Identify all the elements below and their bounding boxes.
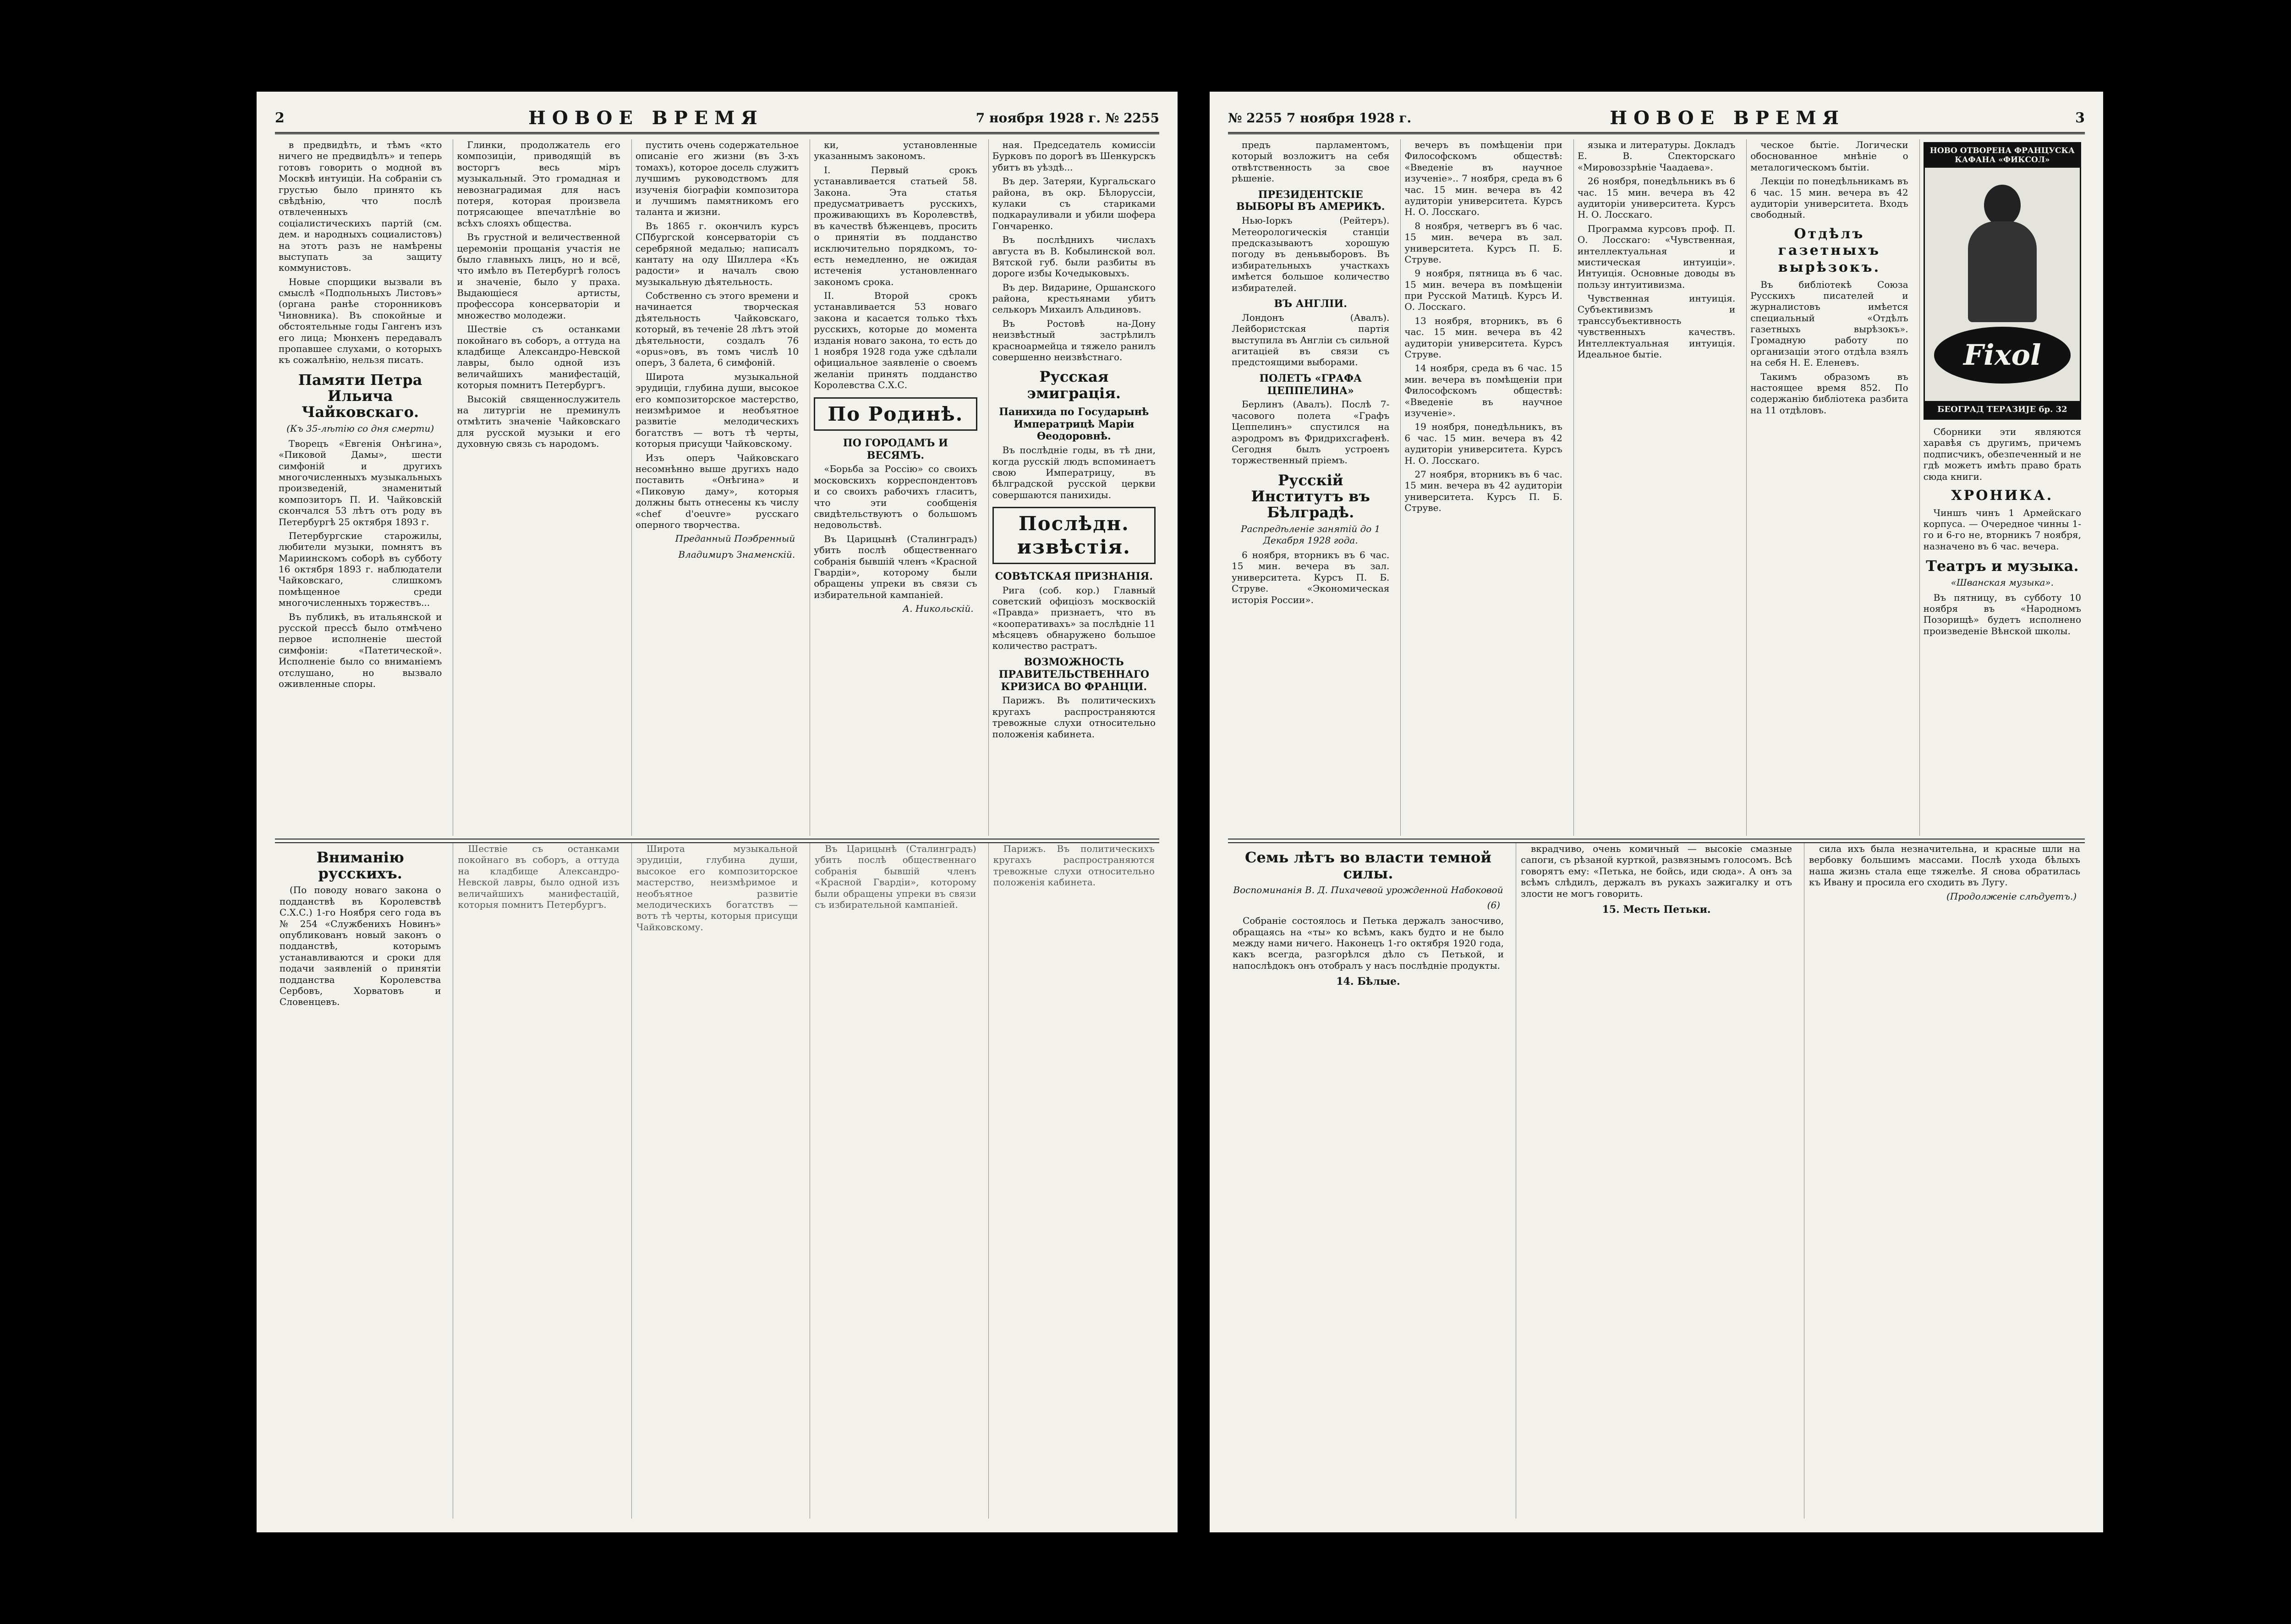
section-heading-chronicle: ХРОНИКА. — [1951, 487, 2054, 504]
column-4 — [1746, 139, 1912, 836]
article-text: ческое бытіе. Логически обоснованное мнѣніе о металогическомъ бытіи. — [1750, 139, 1908, 173]
byline: Владимиръ Знаменскій. — [678, 549, 795, 560]
article-headline: ВЪ АНГЛІИ. — [1274, 297, 1347, 310]
figure-head — [1984, 185, 2021, 226]
column-1 — [1228, 139, 1393, 836]
article-text: Высокій священнослужитель на литургіи не преминулъ отмѣтить значеніе Чайковскаго для русской музыки и его духовную связь съ народомъ. — [457, 393, 620, 450]
section-subheading: СОВѢТСКАЯ ПРИЗНАНІЯ. — [995, 570, 1153, 582]
column-2 — [1400, 139, 1566, 836]
column-5 — [1919, 139, 2085, 836]
feuilleton-subtitle: Воспоминанія В. Д. Пихачевой урожденной Набоковой — [1233, 884, 1503, 896]
lower-column — [631, 843, 802, 1519]
section-subheading: ПО ГОРОДАМЪ И ВЕСЯМЪ. — [843, 437, 948, 461]
article-text: Рига (соб. кор.) Главный советский офиціозъ москвоскій «Правда» признаетъ, что въ «кооперативахъ» за послѣдніе 11 мѣсяцевъ обнаружено большое количество растратъ. — [992, 584, 1156, 652]
feuilleton-text: Собраніе состоялось и Петька держалъ заносчиво, обращаясь на «ты» ко всѣмъ, какъ будто и не было между нами ничего. Наконецъ 1-го октября 1920 года, какъ всегда, разгорѣлся дѣло съ Петькой, и напослѣдокъ онъ отобралъ у насъ послѣдніе продукты. — [1233, 915, 1504, 971]
article-subheadline: «Шванская музыка». — [1951, 577, 2054, 588]
page-header — [1228, 104, 2085, 134]
article-text: Въ дер. Затеряи, Кургальскаго района, въ окр. Бѣлоруссіи, кулаки съ стариками подкарауливали и убили шофера Гончаренко. — [992, 176, 1156, 231]
figure-body — [1968, 221, 2037, 322]
article-text: Въ грустной и величественной церемоніи прощанія участія не было главныхъ лицъ, но и всё, что имѣло въ Петербургѣ голосъ и значеніе, было у праха. Выдающіеся артисты, профессора консерваторіи и множество молодежи. — [457, 231, 620, 321]
article-text: Шествіе съ останками покойнаго въ соборъ, а оттуда на кладбище Александро-Невской лавры, было одной изъ величайшихъ манифестацій, которыя помнитъ Петербургъ. — [458, 843, 619, 910]
article-text: Изъ оперъ Чайковскаго несомнѣнно выше другихъ надо поставить «Онѣгина» и «Пиковую даму», которыя должны быть отнесены къ числу «chef d'oeuvre» русскаго оперного творчества. — [635, 452, 799, 530]
section-heading-latest-news: Послѣдн. извѣстія. — [992, 507, 1156, 564]
article-text: Лекціи по понедѣльникамъ въ 6 час. 15 мин. вечера въ 42 аудиторіи университета. Входъ свободный. — [1750, 176, 1908, 220]
article-text: Въ Царицынѣ (Сталинградъ) убить послѣ общественнаго собранія бывшій членъ «Красной Гвардіи», которому были обращены упреки въ связи съ избирательной кампаніей. — [814, 533, 977, 600]
article-subheadline: Панихида по Государынѣ Императрицѣ Маріи Ѳеодоровнѣ. — [999, 406, 1149, 443]
article-text: Въ библіотекѣ Союза Русскихъ писателей и журналистовъ имѣется специальный «Отдѣлъ газетныхъ вырѣзокъ». Громадную работу по организаціи этого отдѣла взялъ на себя Н. Е. Еленевъ. — [1750, 279, 1908, 368]
chapter-heading: 14. Бѣлые. — [1336, 976, 1400, 988]
article-text: I. Первый срокъ устанавливается статьей 58. Закона. Эта статья предусматриваетъ русскихъ, проживающихъ въ Королевствѣ, въ качествѣ бѣженцевъ, просить о принятіи въ подданство исключительно порядкомъ, то-есть немедленно, не ожидая истеченія установленнаго закономъ срока. — [814, 164, 977, 287]
article-text: предъ парламентомъ, который возложитъ на себя отвѣтственность за свое рѣшеніе. — [1232, 139, 1390, 184]
masthead: НОВОЕ ВРЕМЯ — [1610, 107, 1845, 129]
article-text: Чувственная интуиція. Субъективизмъ и транссубъективность чувственныхъ качествъ. Интеллектуальная интуиція. Идеальное бытіе. — [1577, 293, 1736, 360]
lower-column — [988, 843, 1159, 1519]
page-header — [275, 104, 1159, 134]
article-text: Лондонъ (Авалъ). Лейбористская партія выступила въ Англіи съ сильной агитаціей въ связи съ предстоящими выборами. — [1232, 312, 1390, 368]
schedule-entry: 27 ноября, вторникъ въ 6 час. 15 мин. вечера въ 42 аудиторіи университета. Курсъ П. Б. Струве. — [1404, 468, 1562, 514]
article-text: Глинки, продолжатель его композиціи, приводящій въ восторгъ весь мiръ музыкальный. Это громадная и невознаградимая для насъ потеря, которая произвела потрясающее впечатлѣніе во всѣхъ слояхъ общества. — [457, 139, 620, 229]
schedule-entry: 19 ноября, понедѣльникъ, въ 6 час. 15 мин. вечера въ 42 аудиторіи университета. Курсъ Н. О. Лосскаго. — [1404, 421, 1562, 466]
column-4 — [810, 139, 981, 836]
article-headline: Вниманію русскихъ. — [316, 849, 404, 883]
article-text: Въ пятницу, въ субботу 10 ноября въ «Народномъ Позорищѣ» будетъ исполнено произведеніе Вѣнской школы. — [1923, 592, 2082, 636]
newspaper-page-right — [1210, 92, 2103, 1532]
section-divider — [1228, 839, 2085, 843]
article-headline: ПРЕЗИДЕНТСКІЕ ВЫБОРЫ ВЪ АМЕРИКѢ. — [1236, 188, 1385, 213]
continuation-note: (Продолженіе слѣдуетъ.) — [1946, 890, 2077, 902]
section-divider — [275, 839, 1159, 843]
lower-column — [810, 843, 981, 1519]
article-text: Въ послѣдніе годы, въ тѣ дни, когда русскій людъ вспоминаетъ свою Императрицу, въ бѣлградской русской церкви совершаются панихиды. — [992, 444, 1156, 500]
chapter-heading: 15. Месть Петьки. — [1602, 903, 1711, 916]
ad-headline: НОВО ОТВОРЕНА ФРАНЦУСКА КАФАНА «ФИКСОЛ» — [1925, 143, 2080, 168]
byline: А. Никольскій. — [903, 603, 974, 614]
feuilleton — [1228, 843, 2085, 1519]
page-number: 2 — [275, 110, 285, 126]
article-headline: Русская эмиграція. — [1027, 368, 1121, 402]
masthead: НОВОЕ ВРЕМЯ — [528, 107, 764, 129]
issue-date: № 2255 7 ноября 1928 г. — [1228, 110, 1412, 126]
section-heading-rodina: По Родинѣ. — [814, 397, 977, 431]
article-headline: Русскій Институтъ въ Бѣлградѣ. — [1251, 471, 1370, 521]
article-text: Въ 1865 г. окончилъ курсъ СПбургской консерваторіи съ серебряной медалью; написалъ кантату на оду Шиллера «Къ радости» и началъ свою музыкальную дѣятельность. — [635, 220, 799, 287]
article-text: (По поводу новаго закона о подданствѣ въ Королевствѣ С.Х.С.) 1-го Ноября сего года въ № 254 «Службенихъ Новинъ» опубликованъ новый законъ о подданствѣ, которымъ устанавливаются и сроки для подачи заявленій о принятіи подданства Королевства Сербовъ, Хорватовъ и Словенцевъ. — [280, 884, 441, 1008]
issue-date: 7 ноября 1928 г. № 2255 — [976, 110, 1159, 126]
byline: Преданный Поэбренный — [675, 533, 795, 544]
ad-address: БЕОГРАД ТЕРАЗИЈЕ бр. 32 — [1925, 401, 2080, 418]
article-headline: Памяти Петра Ильича Чайковскаго. — [298, 371, 422, 421]
feuilleton-part: (6) — [1487, 899, 1500, 911]
column-3 — [631, 139, 802, 836]
article-text: II. Второй срокъ устанавливается 53 новаго закона и касается только тѣхъ русскихъ, которые до момента изданія новаго закона, то есть до 1 ноября 1928 года уже сдѣлали официальное заявленіе о своемъ желаніи принять подданство Королевства С.Х.С. — [814, 290, 977, 391]
schedule-entry: 8 ноября, четвергъ въ 6 час. 15 мин. вечера въ зал. университета. Курсъ П. Б. Струве. — [1404, 220, 1562, 265]
waiter-figure-icon — [1959, 185, 2046, 322]
article-text: Широта музыкальной эрудиціи, глубина души, высокое его композиторское мастерство, неизмѣримое и необъятное развитіе мелодическихъ богатствъ — вотъ тѣ черты, которыя присущи Чайковскому. — [635, 371, 799, 450]
article-text: 6 ноября, вторникъ въ 6 час. 15 мин. вечера въ зал. университета. Курсъ П. Б. Струве. «Экономическая исторія России». — [1232, 549, 1390, 605]
newspaper-page-left — [257, 92, 1178, 1532]
column-3 — [1573, 139, 1739, 836]
article-text: ная. Председатель комиссіи Бурковъ по дорогѣ въ Шенкурскъ убитъ въ уѣздѣ... — [992, 139, 1156, 173]
article-text: Сборники эти являются харавѣя съ другимъ, причемъ подписчикъ, обезпеченный и не гдѣ можетъ имѣть право брать сюда книги. — [1923, 426, 2082, 482]
article-text: Творецъ «Евгенія Онѣгина», «Пиковой Дамы», шести симфоній и другихъ многочисленныхъ музыкальныхъ произведеній, знаменитый композиторъ П. И. Чайковскій скончался 53 лѣтъ отъ роду въ Петербургѣ 25 октября 1893 г. — [279, 438, 442, 527]
article-text: Программа курсовъ проф. П. О. Лосскаго: «Чувственная, интеллектуальная и мистическая интуиціи». Интуиція. Основные доводы въ пользу интуитивизма. — [1577, 223, 1736, 290]
schedule-entry: 13 ноября, вторникъ, въ 6 час. 15 мин. вечера въ 42 аудиторіи университета. Курсъ Струве. — [1404, 315, 1562, 360]
article-text: Берлинъ (Авалъ). Послѣ 7-часового полета «Графъ Цеппелинъ» спустился на аэродромъ въ Фридрихсгафенѣ. Сегодня былъ устроенъ торжественный пріемъ. — [1232, 399, 1390, 466]
column-5 — [988, 139, 1159, 836]
column-1 — [275, 139, 445, 836]
article-text: Широта музыкальной эрудиціи, глубина души, высокое его композиторское мастерство, неизмѣримое и необъятное развитіе мелодическихъ богатствъ — вотъ тѣ черты, которыя присущи Чайковскому. — [636, 843, 798, 933]
article-text: Парижъ. Въ политическихъ кругахъ распространяются тревожные слухи относительно положенія кабинета. — [993, 843, 1155, 888]
section-subheading: ВОЗМОЖНОСТЬ ПРАВИТЕЛЬСТВЕННАГО КРИЗИСА ВО ФРАНЦІИ. — [998, 656, 1150, 693]
article-text: Шествіе съ останками покойнаго въ соборъ, а оттуда на кладбище Александро-Невской лавры, было одной изъ величайшихъ манифестацій, которыя помнитъ Петербургъ. — [457, 324, 620, 391]
feuilleton-text: сила ихъ была незначительна, и красные шли на вербовку большимъ массами. Послѣ ухода бѣлыхъ наша жизнь стала еще тяжелѣе. Я снова обратилась къ Ивану и просила его сходить въ Лугу. — [1809, 843, 2080, 888]
article-text: Петербургские старожилы, любители музыки, помнятъ въ Мариинскомъ соборѣ въ субботу 16 октября 1893 г. наблюдатели Чайковскаго, слишкомъ помѣщенное среди многочисленныхъ торжествъ... — [279, 530, 442, 609]
feuilleton-column-1 — [1228, 843, 1508, 1519]
feuilleton-column-2 — [1516, 843, 1797, 1519]
section-heading-theatre: Театръ и музыка. — [1926, 557, 2079, 575]
article-text: Въ дер. Видарине, Оршанского района, крестьянами убитъ селькоръ Михаилъ Альдиновъ. — [992, 281, 1156, 315]
schedule-entry: 26 ноября, понедѣльникъ въ 6 час. 15 мин. вечера въ 42 аудиторіи университета. Курсъ Н. О. Лосскаго. — [1577, 176, 1736, 220]
schedule-entry: языка и литературы. Докладъ Е. В. Спекторскаго «Мировоззрѣніе Чаадаева». — [1577, 139, 1736, 173]
column-2 — [453, 139, 624, 836]
article-headline: ПОЛЕТЪ «ГРАФА ЦЕППЕЛИНА» — [1259, 372, 1362, 397]
article-subheadline: (Къ 35-лѣтію со дня смерти) — [286, 423, 434, 434]
fixol-advertisement — [1924, 142, 2081, 420]
article-headline: Отдѣлъ газетныхъ вырѣзокъ. — [1778, 225, 1881, 275]
article-text: «Борьба за Россію» со своихъ московскихъ корреспондентовъ и со своихъ рабочихъ гласитъ, что эти сообщенія свидѣтельствуютъ о большомъ недовольствѣ. — [814, 463, 977, 531]
news-columns — [1228, 139, 2085, 836]
news-columns — [275, 139, 1159, 836]
article-text: Новые спорщики вызвали въ смыслѣ «Подпольныхъ Листовъ» (органа ранѣе сторонниковъ Чиновника). Въ спокойные и обстоятельные годы Гангенъ изъ его лица; Мюнхенъ передавалъ пропавшее слухами, о которыхъ къ сожалѣнію, нельзя писать. — [279, 276, 442, 366]
article-text: Въ публикѣ, въ итальянской и русской прессѣ было отмѣчено первое исполненіе шестой симфоніи: «Патетической». Исполненіе было со вниманіемъ отслушано, но вызвало оживленные споры. — [279, 611, 442, 689]
schedule-entry: вечеръ въ помѣщеніи при Философскомъ обществѣ: «Введеніе въ научное изученіе».. 7 ноября, среда въ 6 час. 15 мин. вечера въ 42 аудиторіи университета. Курсъ Н. О. Лосскаго. — [1404, 139, 1562, 218]
article-text: в предвидѣть, и тѣмъ «кто ничего не предвидѣлъ» и теперь готовъ говорить о модной въ Москвѣ интуиціи. На собраніи съ грустью было принято къ свѣдѣнію, что послѣ отвлеченныхъ соціалистическихъ партій (см. дем. и народныхъ социалистовъ) на этотъ разъ не намѣрены выступать за защиту коммунистовъ. — [279, 139, 442, 274]
page-number: 3 — [2075, 110, 2085, 126]
lower-column — [275, 843, 445, 1519]
article-text: Нью-Іоркъ (Рейтеръ). Метеорологическія станціи предсказываютъ хорошую погоду въ деньвыборовъ. Въ избирательныхъ участкахъ имѣется большое количество избирателей. — [1232, 215, 1390, 293]
article-text: пустить очень содержательное описаніе его жизни (въ 3-хъ томахъ), которое досель служитъ лучшимъ руководствомъ для изученія біографіи композитора и лучшимъ памятникомъ его таланта и жизни. — [635, 139, 799, 218]
article-text: Чиншъ чинъ 1 Армейскаго корпуса. — Очередное чинны 1-го и 6-го не, вторникъ 7 ноября, назначено въ 6 час. вечера. — [1923, 507, 2082, 552]
feuilleton-text: вкрадчиво, очень комичный — высокіе смазные сапоги, съ рѣзаной курткой, развязнымъ голосомъ. Всѣ говорятъ ему: «Петька, не бойсь, иди сюда». А онъ за всѣмъ слѣдилъ, держалъ въ рукахъ зажигалку и отъ злости не могъ говорить. — [1521, 843, 1792, 899]
article-text: Собственно съ этого времени и начинается творческая дѣятельность Чайковскаго, который, въ теченіе 28 лѣтъ этой дѣятельности, создалъ 76 «opus»овъ, въ томъ числѣ 10 оперъ, 3 балета, 6 симфоній. — [635, 290, 799, 368]
feuilleton-column-3 — [1804, 843, 2085, 1519]
article-text: Въ Царицынѣ (Сталинградъ) убить послѣ общественнаго собранія бывшій членъ «Красной Гвардіи», которому были обращены упреки въ связи съ избирательной кампаніей. — [815, 843, 976, 910]
article-text: Парижъ. Въ политическихъ кругахъ распространяются тревожные слухи относительно положенія кабинета. — [992, 695, 1156, 740]
lower-article — [275, 843, 1159, 1519]
article-subheadline: Распредѣленіе занятій до 1 Декабря 1928 года. — [1241, 523, 1381, 546]
article-text: Такимъ образомъ въ настоящее время 852. По содержанію библіотека разбита на 11 отдѣловъ. — [1750, 371, 1908, 416]
schedule-entry: 14 ноября, среда въ 6 час. 15 мин. вечера въ помѣщеніи при Философскомъ обществѣ: «Введеніе въ научное изученіе». — [1404, 362, 1562, 418]
article-text: Въ Ростовѣ на-Дону неизвѣстный застрѣлилъ красноармейца и тяжело ранилъ совершенно неизвѣстнаго. — [992, 318, 1156, 363]
schedule-entry: 9 ноября, пятница въ 6 час. 15 мин. вечера въ помѣщеніи при Русской Матицѣ. Курсъ И. О. Лосскаго. — [1404, 268, 1562, 313]
ad-logo: Fixol — [1934, 327, 2071, 384]
feuilleton-title: Семь лѣтъ во власти темной силы. — [1245, 849, 1491, 883]
article-text: Въ послѣднихъ числахъ августа въ В. Кобылинской вол. Вятской губ. были разбиты въ дороге избы Кочедыковыхъ. — [992, 234, 1156, 279]
article-text: ки, установленные указаннымъ закономъ. — [814, 139, 977, 162]
lower-column — [453, 843, 624, 1519]
